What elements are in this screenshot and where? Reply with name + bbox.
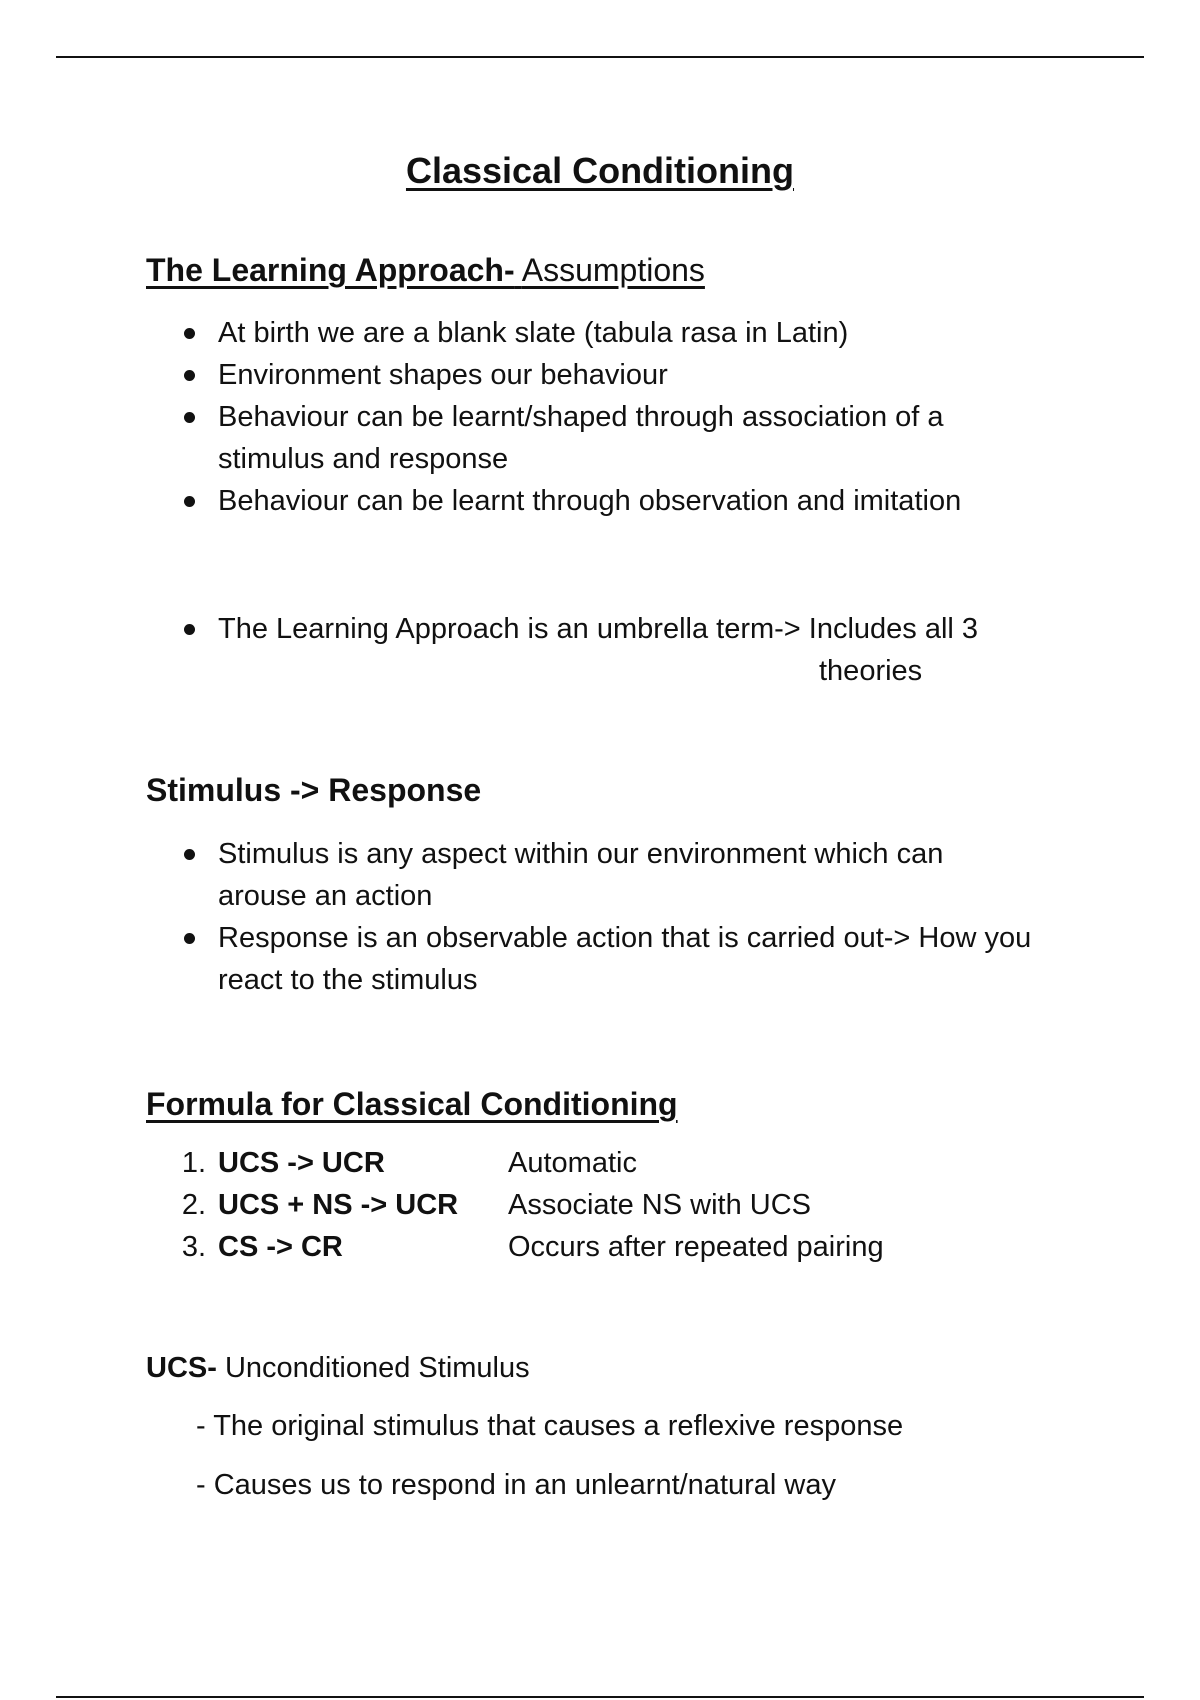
- heading-rest: Assumptions: [521, 252, 705, 288]
- assumptions-list: [146, 312, 961, 522]
- term-meaning: Unconditioned Stimulus: [224, 1352, 530, 1384]
- formula-list: [146, 1142, 884, 1268]
- definition-point: - The original stimulus that causes a reflexive response: [196, 1410, 904, 1442]
- bullet-icon: [184, 370, 195, 381]
- definition-point: - Causes us to respond in an unlearnt/natural way: [196, 1469, 836, 1501]
- top-rule: [56, 56, 1144, 58]
- bullet-icon: [184, 624, 195, 635]
- list-item: At birth we are a blank slate (tabula rasa in Latin): [146, 312, 961, 354]
- formula-row: 2. UCS + NS -> UCR Associate NS with UCS: [181, 1189, 811, 1221]
- bottom-rule: [56, 1696, 1144, 1698]
- bullet-icon: [184, 412, 195, 423]
- section-heading-formula: Formula for Classical Conditioning: [146, 1086, 678, 1122]
- list-item: Environment shapes our behaviour: [146, 354, 961, 396]
- list-item: Response is an observable action that is carried out-> How you react to the stimulus: [146, 917, 1031, 1001]
- list-item: Behaviour can be learnt through observation and imitation: [146, 480, 961, 522]
- heading-bold: The Learning Approach-: [146, 252, 515, 288]
- ucs-definition-heading: [146, 1348, 530, 1388]
- section-heading-stimulus-response: Stimulus -> Response: [146, 772, 482, 808]
- list-item: Stimulus is any aspect within our environment which can arouse an action: [146, 833, 1031, 917]
- stimulus-response-list: [146, 833, 1031, 1001]
- term: UCS-: [146, 1352, 217, 1384]
- page-title: Classical Conditioning: [405, 150, 795, 191]
- bullet-icon: [184, 849, 195, 860]
- bullet-icon: [184, 328, 195, 339]
- formula-row: 1. UCS -> UCR Automatic: [181, 1147, 637, 1179]
- bullet-icon: [184, 496, 195, 507]
- umbrella-term-list: [146, 608, 978, 692]
- list-item: Behaviour can be learnt/shaped through association of a stimulus and response: [146, 396, 961, 480]
- list-item: The Learning Approach is an umbrella term-> Includes all 3 theories: [146, 608, 978, 692]
- section-heading-learning-approach: [146, 250, 705, 290]
- formula-row: 3. CS -> CR Occurs after repeated pairing: [181, 1231, 884, 1263]
- bullet-icon: [184, 933, 195, 944]
